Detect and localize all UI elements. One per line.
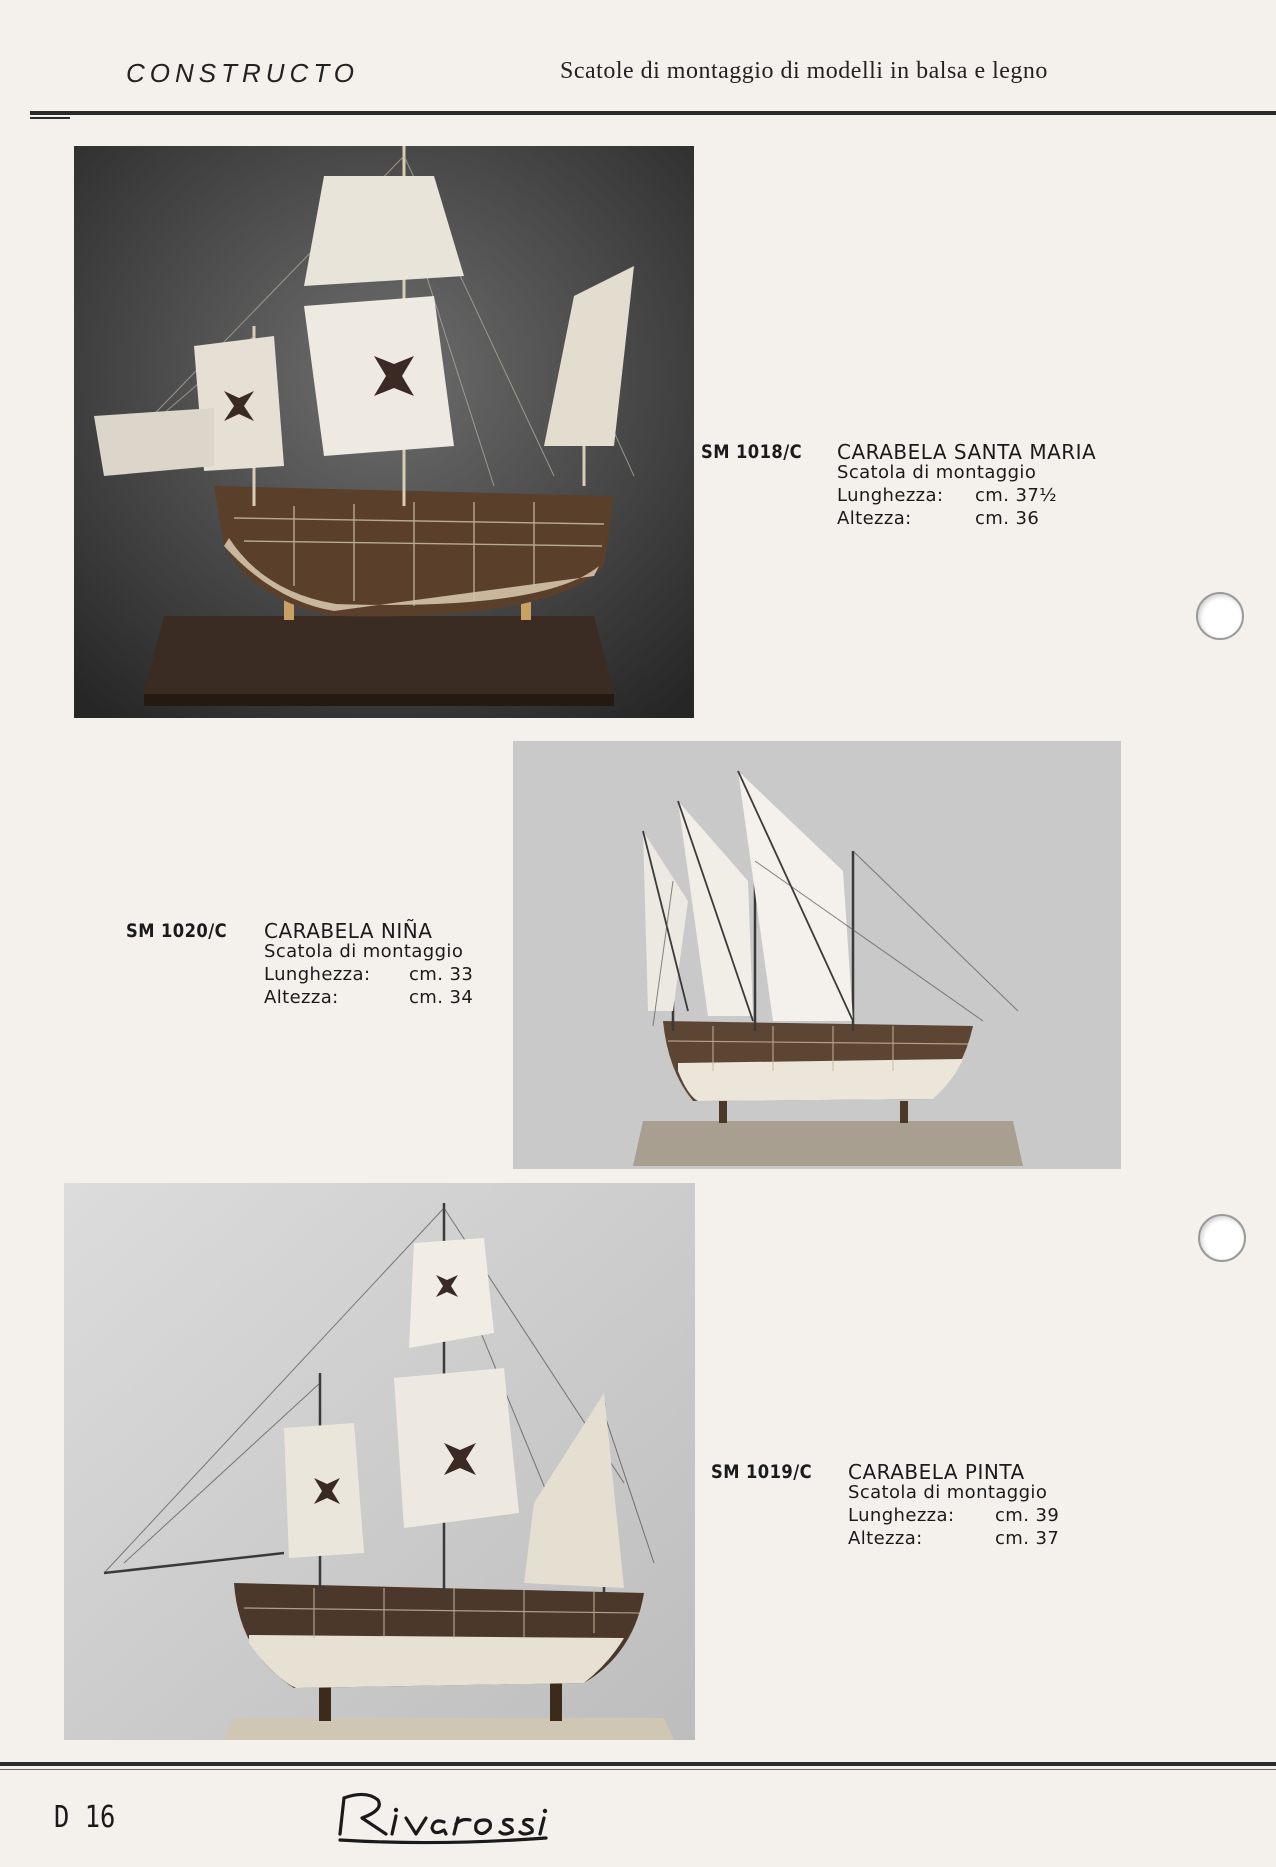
footer-rule-thin <box>0 1769 1276 1770</box>
height-label: Altezza: <box>848 1528 923 1549</box>
product-name: CARABELA NIÑA <box>264 919 433 943</box>
product-kit: Scatola di montaggio <box>837 462 1037 483</box>
product-name: CARABELA SANTA MARIA <box>837 440 1097 464</box>
length-value: cm. 39 <box>995 1505 1060 1526</box>
punch-hole <box>1196 592 1244 640</box>
length-label: Lunghezza: <box>837 485 944 506</box>
santa-maria-photo <box>74 146 694 718</box>
product-code: SM 1019/C <box>711 1461 813 1483</box>
length-value: cm. 37½ <box>975 485 1058 506</box>
product-kit: Scatola di montaggio <box>264 941 464 962</box>
height-value: cm. 34 <box>409 987 474 1008</box>
length-label: Lunghezza: <box>848 1505 955 1526</box>
product-code: SM 1018/C <box>701 441 803 463</box>
rivarossi-logo <box>326 1788 558 1848</box>
footer-rule <box>0 1762 1276 1766</box>
height-value: cm. 37 <box>995 1528 1060 1549</box>
pinta-photo <box>64 1183 695 1740</box>
punch-hole <box>1198 1214 1246 1262</box>
height-label: Altezza: <box>264 987 339 1008</box>
product-code: SM 1020/C <box>126 920 228 942</box>
height-label: Altezza: <box>837 508 912 529</box>
page-subtitle: Scatole di montaggio di modelli in balsa e legno <box>560 58 1048 84</box>
height-value: cm. 36 <box>975 508 1040 529</box>
product-kit: Scatola di montaggio <box>848 1482 1048 1503</box>
header-rule <box>30 111 1276 115</box>
product-name: CARABELA PINTA <box>848 1460 1025 1484</box>
nina-photo <box>513 741 1121 1169</box>
page-number: D 16 <box>54 1800 116 1835</box>
length-label: Lunghezza: <box>264 964 371 985</box>
length-value: cm. 33 <box>409 964 474 985</box>
brand-title: CONSTRUCTO <box>126 58 359 88</box>
header-rule-accent <box>30 117 70 119</box>
